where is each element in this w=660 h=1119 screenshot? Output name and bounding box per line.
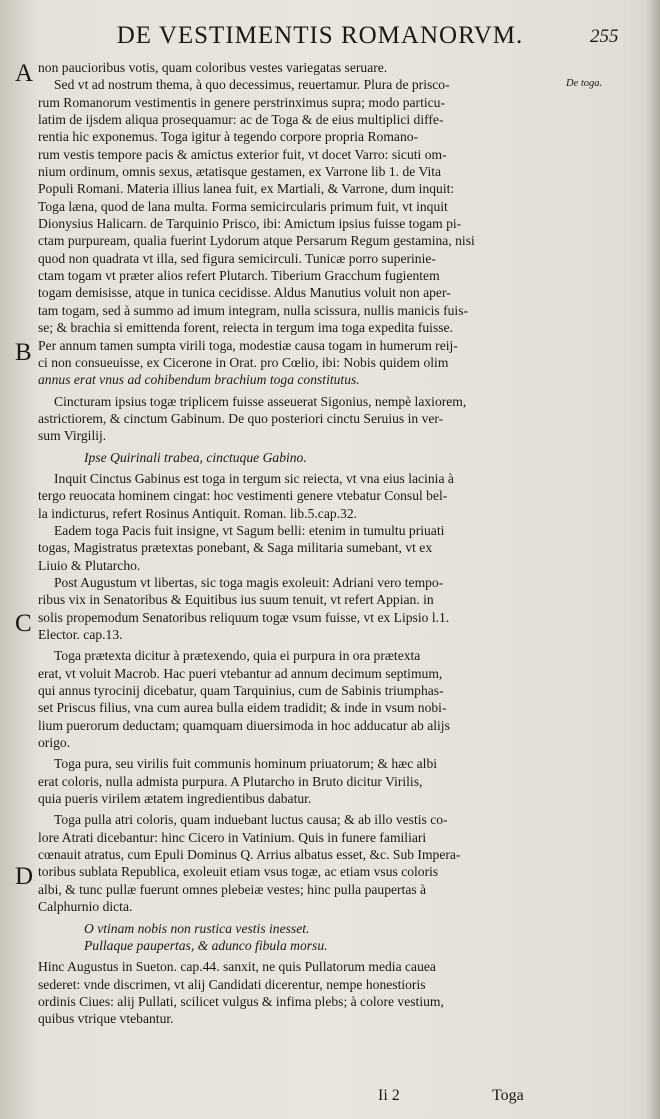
text-line: origo. bbox=[38, 735, 71, 751]
margin-note: De toga. bbox=[566, 78, 603, 89]
text-line: ordinis Ciues: alij Pullati, scilicet vulgus & infima plebs; à colore vestium, bbox=[38, 993, 444, 1009]
text-line: Calphurnio dicta. bbox=[38, 899, 133, 915]
text-line: Toga læna, quod de lana multa. Forma semicircularis primum fuit, vt inquit bbox=[38, 198, 448, 214]
text-line: quibus vtrique vtebantur. bbox=[38, 1011, 174, 1027]
text-line: quod non quadrata vt illa, sed figura semicirculi. Tunicæ porro superinie- bbox=[38, 250, 436, 266]
text-line: se; & brachia si emittenda forent, reiecta in tergum ima toga expedita fuisse. bbox=[38, 320, 453, 336]
text-line: Toga prætexta dicitur à prætexendo, quia ei purpura in ora prætexta bbox=[54, 648, 421, 664]
text-line: lore Atrati dicebantur: hinc Cicero in Vatinium. Quis in funere familiari bbox=[38, 829, 427, 845]
text-line: Sed vt ad nostrum thema, à quo decessimus, reuertamur. Plura de prisco- bbox=[54, 77, 450, 93]
text-line: Eadem toga Pacis fuit insigne, vt Sagum belli: etenim in tumultu priuati bbox=[54, 522, 445, 538]
text-line: erat coloris, nulla admista purpura. A Plutarcho in Bruto dicitur Virilis, bbox=[38, 773, 423, 789]
text-line: nium ordinum, omnis sexus, ætatisque gestamen, ex Varrone lib 1. de Vita bbox=[38, 164, 442, 180]
text-line: Inquit Cinctus Gabinus est toga in tergum sic reiecta, vt vna eius lacinia à bbox=[54, 470, 454, 486]
text-line: solis propemodum Senatoribus reliquum togæ vsum fuisse, vt ex Lipsio l.1. bbox=[38, 609, 450, 625]
text-line: quia pueris virilem ætatem ingredientibus dabatur. bbox=[38, 791, 312, 807]
text-line: cœnauit atratus, cum Epuli Dominus Q. Arrius albatus esset, &c. Sub Impera- bbox=[38, 847, 461, 863]
text-line: ribus vix in Senatoribus & Equitibus ius suum tenuit, vt refert Appian. in bbox=[38, 592, 434, 608]
text-line: Post Augustum vt libertas, sic toga magis exoleuit: Adriani vero tempo- bbox=[54, 574, 444, 590]
text-line: rentia hic exponemus. Toga igitur à tegendo corpore propria Romano- bbox=[38, 129, 419, 145]
text-line: erat, vt voluit Macrob. Hac pueri vtebantur ad annum decimum septimum, bbox=[38, 665, 443, 681]
text-line: tam togam, sed à summo ad imum integram, nulla scissura, nullis manicis fuis- bbox=[38, 302, 469, 318]
text-line: Toga pura, seu virilis fuit communis hominum priuatorum; & hæc albi bbox=[54, 756, 438, 772]
text-line: albi, & tunc pullæ fuerunt omnes plebeiæ vestes; hinc pulla paupertas à bbox=[38, 881, 427, 897]
text-line: non paucioribus votis, quam coloribus vestes variegatas seruare. bbox=[38, 60, 388, 75]
text-line: Cincturam ipsius togæ triplicem fuisse asseuerat Sigonius, nempè laxiorem, bbox=[54, 393, 467, 409]
catchword: Toga bbox=[492, 1087, 524, 1104]
section-letter-a: A bbox=[15, 60, 34, 87]
text-line: sum Virgilij. bbox=[38, 428, 107, 444]
text-line: ctam togam vt præter alios refert Plutarch. Tiberium Gracchum fugientem bbox=[38, 268, 440, 284]
section-letter-d: D bbox=[15, 863, 34, 890]
signature-mark: Ii 2 bbox=[378, 1087, 400, 1104]
text-line: latim de ijsdem aliqua prosequamur: ac de Toga & de eius multiplici diffe- bbox=[38, 112, 444, 128]
text-line: Liuio & Plutarcho. bbox=[38, 557, 141, 573]
text-line: qui annus tyrocinij dicebatur, quam Tarquinius, cum de Sabinis triumphas- bbox=[38, 683, 444, 699]
verse-line: Ipse Quirinali trabea, cinctuque Gabino. bbox=[84, 449, 307, 465]
text-line: annus erat vnus ad cohibendum brachium toga constitutus. bbox=[38, 372, 360, 388]
text-line: sederet: vnde discrimen, vt alij Candidati dicerentur, nempe honestioris bbox=[38, 976, 426, 992]
text-line: tergo reuocata hominem cingat: hoc vestimenti genere vtebatur Consul bel- bbox=[38, 488, 448, 504]
text-line: ctam purpuream, qualia fuerint Lydorum atque Persarum Regum gestamina, nisi bbox=[38, 233, 475, 249]
text-line: Populi Romani. Materia illius lanea fuit, ex Martiali, & Varrone, dum inquit: bbox=[38, 181, 455, 197]
text-line: Per annum tamen sumpta virili toga, modestiæ causa togam in humerum reij- bbox=[38, 337, 458, 353]
text-line: set Priscus filius, vna cum aurea bulla eidem tradidit; & inde in vsum nobi- bbox=[38, 700, 447, 716]
text-line: Toga pulla atri coloris, quam induebant luctus causa; & ab illo vestis co- bbox=[54, 812, 448, 828]
verse-line: Pullaque paupertas, & adunco fibula morsu. bbox=[84, 937, 328, 953]
text-line: toribus sublata Republica, exoleuit etiam vsus togæ, ac etiam vsus coloris bbox=[38, 864, 439, 880]
text-line: astrictiorem, & cinctum Gabinum. De quo posteriori cinctu Seruius in ver- bbox=[38, 410, 444, 426]
text-line: togas, Magistratus prætextas ponebant, & Saga militaria sumebant, vt ex bbox=[38, 540, 433, 556]
text-line: Hinc Augustus in Sueton. cap.44. sanxit, ne quis Pullatorum media cauea bbox=[38, 959, 436, 975]
text-line: rum vestis tempore pacis & amictus exterior fuit, vt docet Varro: sicuti om- bbox=[38, 146, 447, 162]
text-line: rum Romanorum vestimentis in genere perstrinximus supra; modo particu- bbox=[38, 94, 445, 110]
text-line: Elector. cap.13. bbox=[38, 627, 123, 642]
page-edge-shadow bbox=[646, 0, 660, 1119]
verse-line: O vtinam nobis non rustica vestis inesset. bbox=[84, 920, 310, 936]
body-text bbox=[38, 59, 560, 1028]
text-line: la indicturus, refert Rosinus Antiquit. Roman. lib.5.cap.32. bbox=[38, 505, 358, 521]
text-line: togam demisisse, atque in tunica cecidisse. Aldus Manutius voluit non aper- bbox=[38, 285, 451, 301]
running-header: DE VESTIMENTIS ROMANORVM. bbox=[116, 22, 524, 49]
text-line: ci non consueuisse, ex Cicerone in Orat. pro Cœlio, ibi: Nobis quidem olim bbox=[38, 354, 449, 370]
section-letter-b: B bbox=[15, 339, 32, 366]
text-line: Dionysius Halicarn. de Tarquinio Prisco, ibi: Amictum ipsius fuisse togam pi- bbox=[38, 216, 462, 232]
text-line: lium puerorum deductam; quamquam diuersimoda in hoc adducatur ab alijs bbox=[38, 717, 450, 733]
section-letter-c: C bbox=[15, 610, 32, 637]
page-number: 255 bbox=[590, 26, 619, 47]
